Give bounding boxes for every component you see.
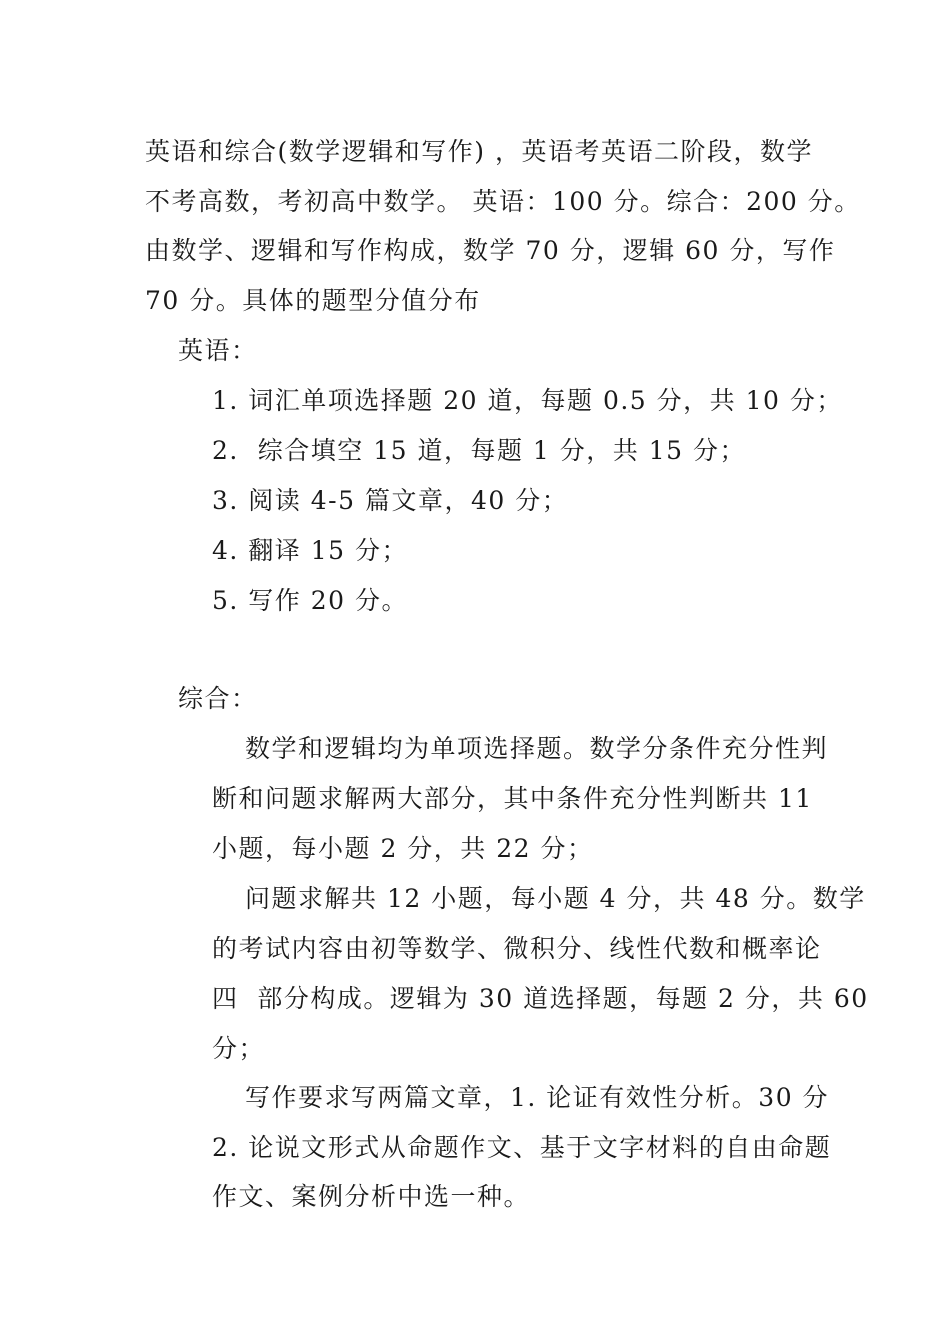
problem-line-4: 分；	[212, 1034, 266, 1063]
writing-line-2: 2. 论说文形式从命题作文、基于文字材料的自由命题	[212, 1133, 832, 1162]
problem-line-3: 四 部分构成。逻辑为 30 道选择题，每题 2 分，共 60	[212, 984, 869, 1013]
problem-line-1: 问题求解共 12 小题，每小题 4 分，共 48 分。数学	[245, 884, 866, 913]
comprehensive-heading: 综合：	[178, 684, 258, 713]
writing-line-3: 作文、案例分析中选一种。	[212, 1182, 531, 1211]
intro-line-3: 由数学、逻辑和写作构成，数学 70 分，逻辑 60 分，写作	[145, 236, 836, 265]
writing-line-1: 写作要求写两篇文章，1. 论证有效性分析。30 分	[245, 1083, 830, 1112]
english-item-2: 2. 综合填空 15 道，每题 1 分，共 15 分；	[212, 436, 746, 465]
intro-line-2: 不考高数，考初高中数学。 英语：100 分。综合：200 分。	[145, 187, 861, 216]
math-line-2: 断和问题求解两大部分，其中条件充分性判断共 11	[212, 784, 813, 813]
intro-line-4: 70 分。具体的题型分值分布	[145, 286, 481, 315]
math-line-3: 小题，每小题 2 分，共 22 分；	[212, 834, 594, 863]
problem-line-2: 的考试内容由初等数学、微积分、线性代数和概率论	[212, 934, 822, 963]
intro-line-1: 英语和综合(数学逻辑和写作) ，英语考英语二阶段，数学	[145, 137, 813, 166]
english-item-4: 4. 翻译 15 分；	[212, 536, 409, 565]
english-item-5: 5. 写作 20 分。	[212, 586, 409, 615]
english-item-3: 3. 阅读 4-5 篇文章，40 分；	[212, 486, 569, 515]
english-heading: 英语：	[178, 336, 258, 365]
english-item-1: 1. 词汇单项选择题 20 道，每题 0.5 分，共 10 分；	[212, 386, 843, 415]
math-line-1: 数学和逻辑均为单项选择题。数学分条件充分性判	[245, 734, 829, 763]
